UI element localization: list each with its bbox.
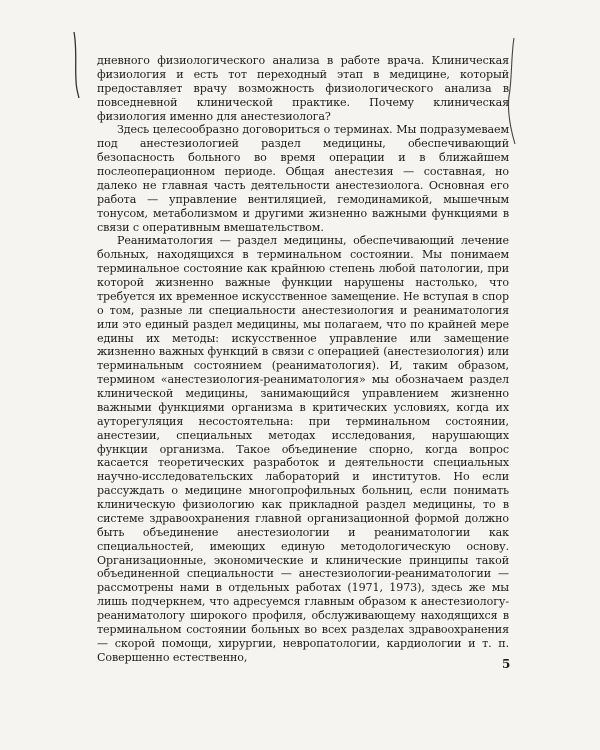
left-margin-pencil-mark — [70, 30, 82, 100]
paragraph-3: Реаниматология — раздел медицины, обеспечивающий лечение больных, находящихся в терминальном состоянии. Мы понимаем терминальное состояние как крайнюю степень любой патологии, при которой жизненно важные функции нарушены настолько, что требуется их временное искусственное замещение. Не вступая в спор о том, разные ли специальности анестезиология и реаниматология или это единый раздел медицины, мы полагаем, что по крайней мере едины их методы: искусственное управление или замещение жизненно важных функций в связи с операцией (анестезиология) или терминальным состоянием (реаниматология). И, таким образом, термином «анестезиология-реаниматология» мы обозначаем раздел клинической медицины, занимающийся управлением жизненно важными функциями организма в критических условиях, когда их ауторегуляция несостоятельна: при терминальном состоянии, анестезии, специальных методах исследования, нарушающих функции организма. Такое объединение спорно, когда вопрос касается теоретических разработок и деятельности специальных научно-исследовательских лабораторий и институтов. Но если рассуждать о медицине многопрофильных больниц, если понимать клиническую физиологию как прикладной раздел медицины, то в системе здравоохранения главной организационной формой должно быть объединение анестезиологии и реаниматологии как специальностей, имеющих единую методологическую основу. Организационные, экономические и клинические принципы такой объединенной специальности — анестезиологии-реаниматологии — рассмотрены нами в отдельных работах (1971, 1973), здесь же мы лишь подчеркнем, что адресуемся главным образом к анестезиологу-реаниматологу широкого профиля, обслуживающему находящихся в терминальном состоянии больных во всех разделах здравоохранения — скорой помощи, хирургии, невропатологии, кардиологии и т. п. Совершенно естественно, — [97, 234, 509, 664]
body-text — [97, 54, 509, 665]
paragraph-1: дневного физиологического анализа в работе врача. Клиническая физиология и есть тот переходный этап в медицине, который предоставляет врачу возможность физиологического анализа в повседневной клинической практике. Почему клиническая физиология именно для анестезиолога? — [97, 54, 509, 123]
page-number: 5 — [502, 657, 511, 671]
paragraph-2: Здесь целесообразно договориться о терминах. Мы подразумеваем под анестезиологией раздел медицины, обеспечивающий безопасность больного во время операции и в ближайшем послеоперационном периоде. Общая анестезия — составная, но далеко не главная часть деятельности анестезиолога. Основная его работа — управление вентиляцией, гемодинамикой, мышечным тонусом, метаболизмом и другими жизненно важными функциями в связи с оперативным вмешательством. — [97, 123, 509, 234]
